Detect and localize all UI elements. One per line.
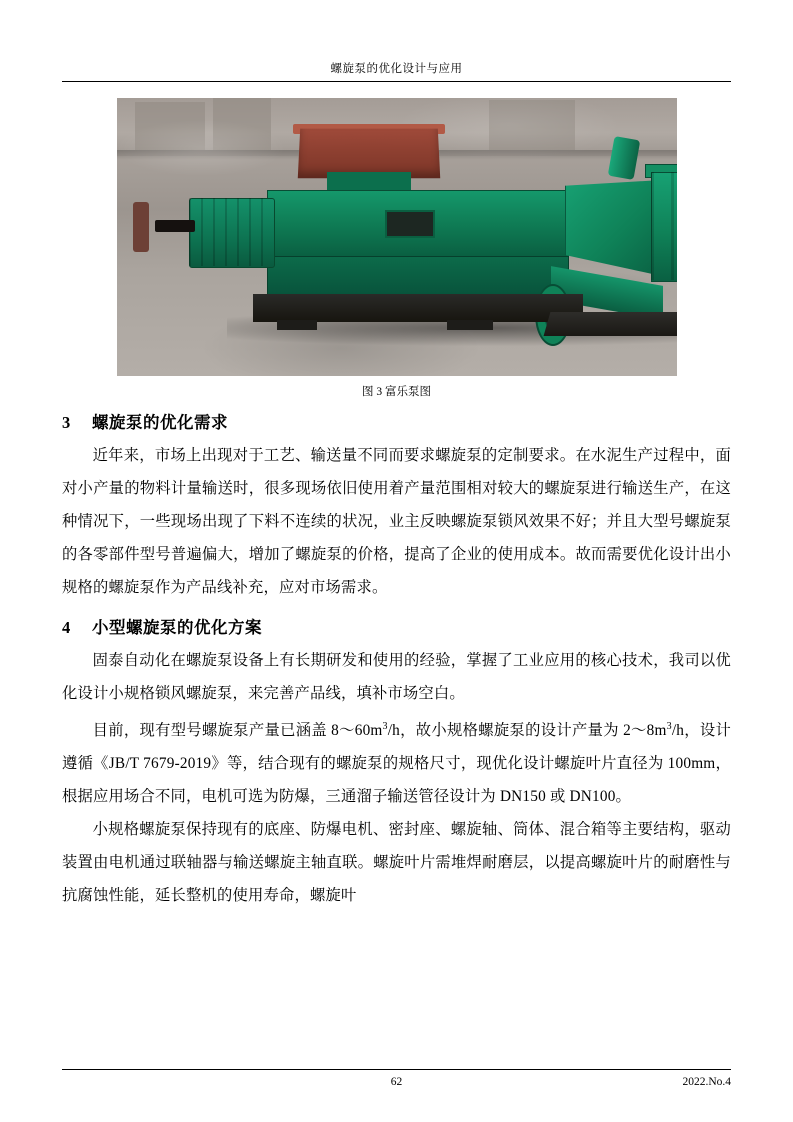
- footer-divider: [62, 1069, 731, 1070]
- issue-label: 2022.No.4: [682, 1076, 731, 1088]
- nameplate-panel: [385, 210, 435, 238]
- running-head: 螺旋泵的优化设计与应用: [330, 63, 463, 75]
- header-divider: [62, 81, 731, 82]
- gearbox-ribs: [189, 198, 273, 266]
- section-number: 4: [62, 618, 71, 637]
- base-plate-secondary: [543, 312, 676, 336]
- paragraph: 固泰自动化在螺旋泵设备上有长期研发和使用的经验，掌握了工业应用的核心技术，我司以优化设计小规格锁风螺旋泵，来完善产品线，填补市场空白。: [62, 652, 731, 702]
- section-heading-3: [62, 409, 731, 433]
- figure-block: [117, 98, 677, 399]
- section-title: 小型螺旋泵的优化方案: [92, 618, 262, 637]
- left-flange: [133, 202, 149, 252]
- section-number: 3: [62, 413, 71, 432]
- page-number: 62: [390, 1076, 403, 1088]
- figure-image-screw-pump: [117, 98, 677, 376]
- section-heading-4: [62, 614, 731, 638]
- paragraph: 小规格螺旋泵保持现有的底座、防爆电机、密封座、螺旋轴、筒体、混合箱等主要结构，驱动装置由电机通过联轴器与输送螺旋主轴直联。螺旋叶片需堆焊耐磨层，以提高螺旋叶片的耐磨性与抗腐蚀性能，延长整机的使用寿命，螺旋叶: [62, 821, 731, 905]
- feed-hopper: [297, 129, 439, 179]
- page-footer: [62, 1069, 731, 1088]
- base-plate: [253, 294, 583, 322]
- machine-foot: [447, 320, 493, 330]
- paragraph: 近年来，市场上出现对于工艺、输送量不同而要求螺旋泵的定制要求。在水泥生产过程中，面对小产量的物料计量输送时，很多现场依旧使用着产量范围相对较大的螺旋泵进行输送生产，在这种情况下，一些现场出现了下料不连续的状况，业主反映螺旋泵锁风效果不好；并且大型号螺旋泵的各零部件型号普遍偏大，增加了螺旋泵的价格，提高了企业的使用成本。故而需要优化设计出小规格的螺旋泵作为产品线补充，应对市场需求。: [62, 447, 731, 596]
- machine-foot: [277, 320, 317, 330]
- figure-caption: 图 3 富乐泵图: [362, 386, 431, 398]
- section-title: 螺旋泵的优化需求: [92, 413, 228, 432]
- mixing-box-ribs: [651, 172, 677, 280]
- paragraph: 目前，现有型号螺旋泵产量已涵盖 $8\sim 60m^3/h$，故小规格螺旋泵的设计产量为 $2\sim 8m^3/h$，设计遵循《JB/T 7679-2019》等，结合现有的螺旋泵的规格尺寸，现优化设计螺旋叶片直径为 100mm，根据应用场合不同，电机可选为防爆，三通溜子输送管径设计为 DN150 或 DN100。: [62, 721, 732, 806]
- drive-shaft: [155, 220, 195, 232]
